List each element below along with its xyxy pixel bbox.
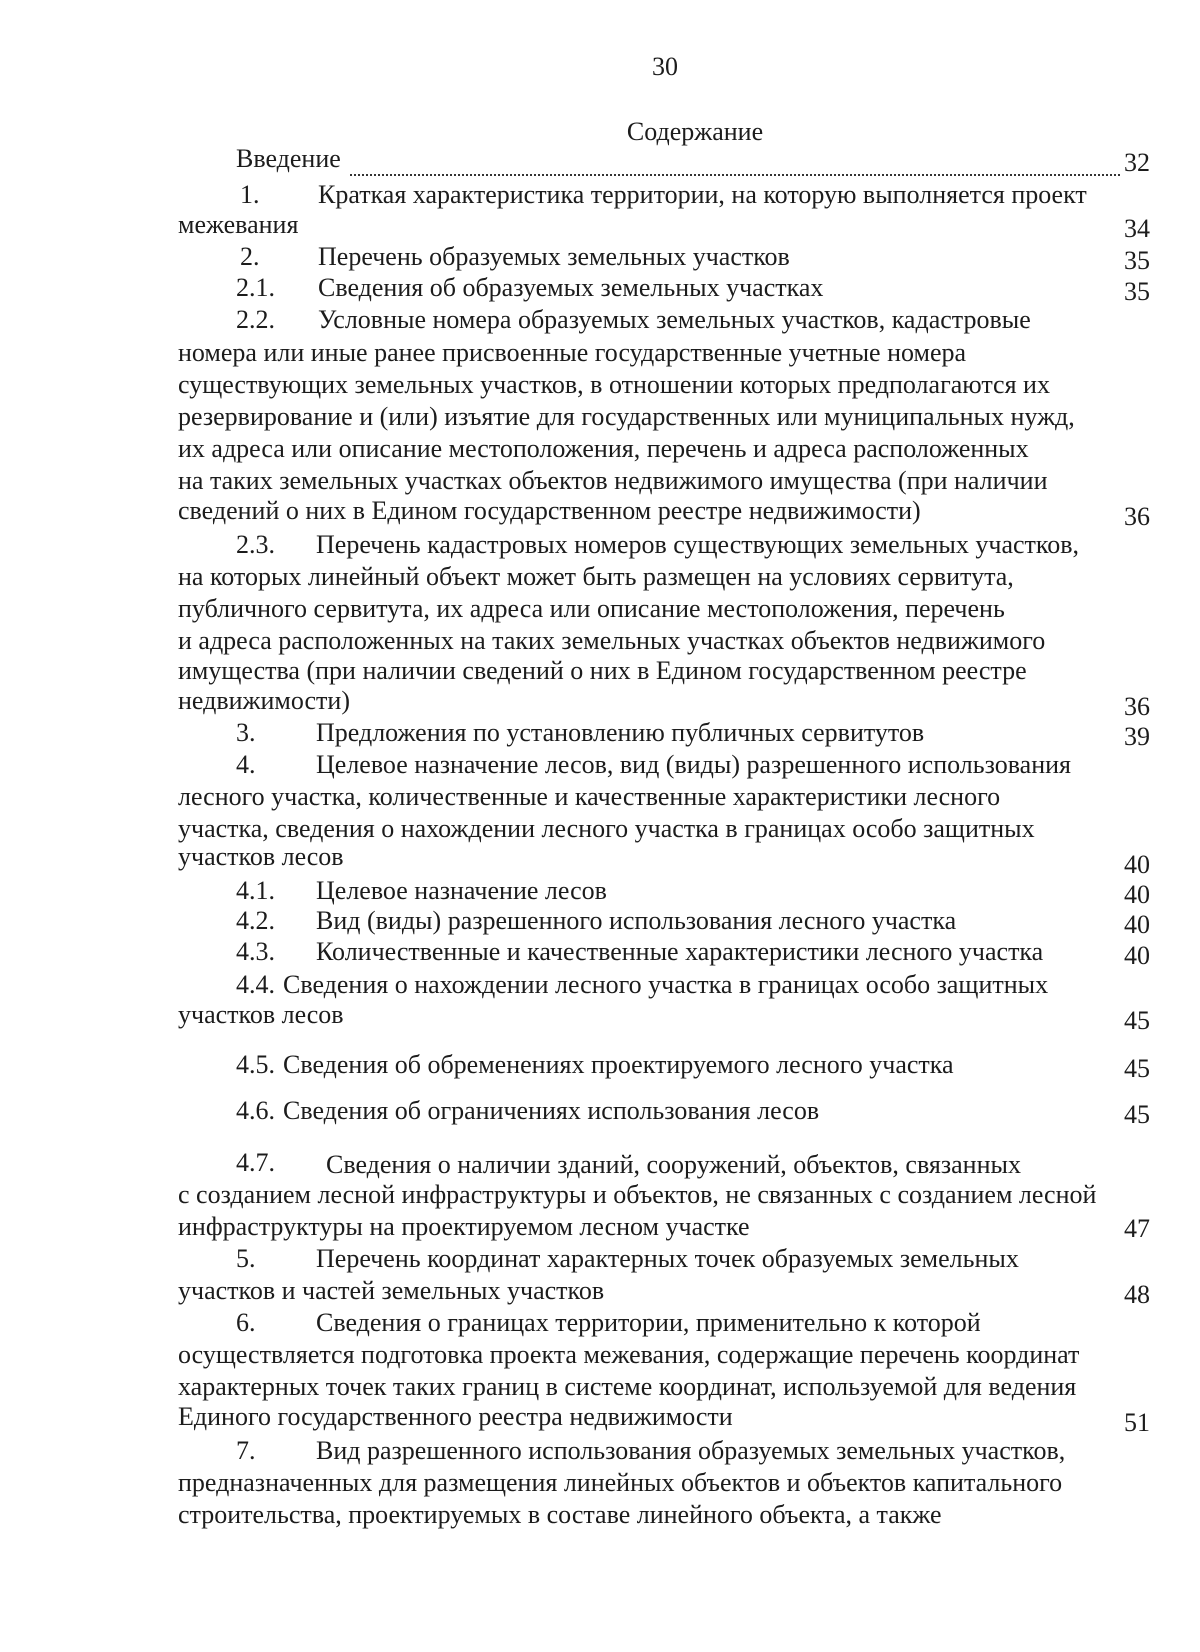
toc-page: 40 (1124, 880, 1150, 909)
toc-page: 34 (1124, 214, 1150, 243)
toc-entry-line[interactable]: Сведения об обременениях проектируемого лесного участка (283, 1050, 954, 1079)
toc-title: Содержание (626, 117, 764, 146)
toc-entry-number: 4.2. (236, 906, 275, 935)
toc-entry-number: 1. (240, 180, 260, 209)
toc-entry-line[interactable]: Краткая характеристика территории, на которую выполняется проект (318, 180, 1087, 209)
toc-entry-number: 2. (240, 242, 260, 271)
toc-entry-number: 3. (236, 718, 256, 747)
toc-entry-line[interactable]: предназначенных для размещения линейных объектов и объектов капитального (178, 1468, 1063, 1497)
toc-entry-number: 2.1. (236, 273, 275, 302)
toc-entry-line[interactable]: участков лесов (178, 1000, 344, 1029)
toc-entry-line[interactable]: межевания (178, 210, 299, 239)
toc-page: 45 (1124, 1006, 1150, 1035)
toc-entry-line[interactable]: характерных точек таких границ в системе координат, используемой для ведения (178, 1372, 1077, 1401)
toc-entry-number: 4.7. (236, 1148, 275, 1177)
toc-entry-line[interactable]: лесного участка, количественные и качественные характеристики лесного (178, 782, 1001, 811)
page-number: 30 (652, 52, 678, 81)
toc-page: 32 (1124, 148, 1150, 177)
toc-page: 35 (1124, 246, 1150, 275)
toc-entry-line[interactable]: строительства, проектируемых в составе линейного объекта, а также (178, 1500, 942, 1529)
toc-page: 45 (1124, 1100, 1150, 1129)
toc-entry-line[interactable]: их адреса или описание местоположения, перечень и адреса расположенных (178, 434, 1029, 463)
toc-entry-line[interactable]: Сведения о границах территории, применительно к которой (316, 1308, 981, 1337)
toc-page: 45 (1124, 1054, 1150, 1083)
toc-entry-line[interactable]: Сведения об образуемых земельных участках (318, 273, 824, 302)
toc-entry-number: 2.3. (236, 530, 275, 559)
toc-entry-number: 4.3. (236, 937, 275, 966)
toc-page: 40 (1124, 941, 1150, 970)
toc-entry-line[interactable]: резервирование и (или) изъятие для государственных или муниципальных нужд, (178, 402, 1075, 431)
toc-entry-line[interactable]: Сведения о наличии зданий, сооружений, объектов, связанных (326, 1150, 1021, 1179)
toc-entry-line[interactable]: инфраструктуры на проектируемом лесном участке (178, 1212, 750, 1241)
toc-entry-intro[interactable]: Введение (236, 144, 341, 173)
toc-entry-line[interactable]: Условные номера образуемых земельных участков, кадастровые (318, 305, 1031, 334)
toc-entry-number: 7. (236, 1436, 256, 1465)
toc-page: 39 (1124, 722, 1150, 751)
toc-entry-number: 2.2. (236, 305, 275, 334)
toc-entry-number: 4.1. (236, 876, 275, 905)
toc-entry-line[interactable]: осуществляется подготовка проекта межевания, содержащие перечень координат (178, 1340, 1080, 1369)
toc-entry-number: 4.6. (236, 1096, 275, 1125)
toc-entry-number: 4.5. (236, 1050, 275, 1079)
toc-entry-line[interactable]: с созданием лесной инфраструктуры и объектов, не связанных с созданием лесной (178, 1180, 1097, 1209)
toc-entry-line[interactable]: на которых линейный объект может быть размещен на условиях сервитута, (178, 562, 1014, 591)
toc-entry-line[interactable]: на таких земельных участках объектов недвижимого имущества (при наличии (178, 466, 1048, 495)
toc-page: 51 (1124, 1408, 1150, 1437)
toc-entry-line[interactable]: Сведения об ограничениях использования лесов (283, 1096, 820, 1125)
toc-entry-line[interactable]: номера или иные ранее присвоенные государственные учетные номера (178, 338, 967, 367)
toc-entry-line[interactable]: Вид (виды) разрешенного использования лесного участка (316, 906, 957, 935)
toc-entry-line[interactable]: Целевое назначение лесов, вид (виды) разрешенного использования (316, 750, 1072, 779)
toc-entry-line[interactable]: Предложения по установлению публичных сервитутов (316, 718, 925, 747)
toc-page: 40 (1124, 910, 1150, 939)
toc-entry-line[interactable]: Целевое назначение лесов (316, 876, 607, 905)
toc-entry-line[interactable]: недвижимости) (178, 686, 350, 715)
toc-page: 47 (1124, 1214, 1150, 1243)
toc-entry-line[interactable]: сведений о них в Едином государственном реестре недвижимости) (178, 496, 921, 525)
toc-entry-line[interactable]: Количественные и качественные характеристики лесного участка (316, 937, 1044, 966)
toc-entry-line[interactable]: участка, сведения о нахождении лесного участка в границах особо защитных (178, 814, 1035, 843)
toc-page: 40 (1124, 850, 1150, 879)
toc-page: 36 (1124, 692, 1150, 721)
toc-page: 35 (1124, 277, 1150, 306)
toc-entry-number: 4. (236, 750, 256, 779)
toc-entry-number: 5. (236, 1244, 256, 1273)
toc-entry-number: 6. (236, 1308, 256, 1337)
toc-entry-line[interactable]: Перечень кадастровых номеров существующих земельных участков, (316, 530, 1079, 559)
toc-entry-line[interactable]: Перечень координат характерных точек образуемых земельных (316, 1244, 1019, 1273)
toc-entry-line[interactable]: Вид разрешенного использования образуемых земельных участков, (316, 1436, 1066, 1465)
toc-entry-number: 4.4. (236, 970, 275, 999)
toc-entry-line[interactable]: и адреса расположенных на таких земельных участках объектов недвижимого (178, 626, 1046, 655)
dot-leader (350, 152, 1120, 176)
toc-page: 48 (1124, 1280, 1150, 1309)
toc-entry-line[interactable]: Сведения о нахождении лесного участка в границах особо защитных (283, 970, 1049, 999)
toc-entry-line[interactable]: участков и частей земельных участков (178, 1276, 605, 1305)
toc-entry-line[interactable]: существующих земельных участков, в отношении которых предполагаются их (178, 370, 1050, 399)
toc-entry-line[interactable]: участков лесов (178, 842, 344, 871)
toc-entry-line[interactable]: публичного сервитута, их адреса или описание местоположения, перечень (178, 594, 1005, 623)
toc-page: 36 (1124, 502, 1150, 531)
toc-entry-line[interactable]: Единого государственного реестра недвижимости (178, 1402, 733, 1431)
toc-entry-line[interactable]: Перечень образуемых земельных участков (318, 242, 790, 271)
toc-entry-line[interactable]: имущества (при наличии сведений о них в Едином государственном реестре (178, 656, 1027, 685)
